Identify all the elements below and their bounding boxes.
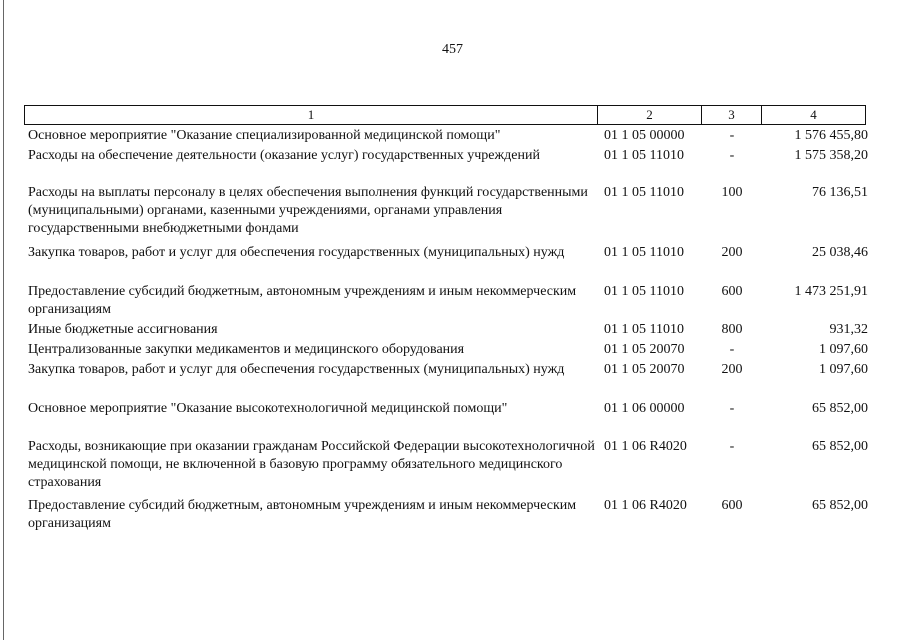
row-amount: 1 575 358,20	[794, 148, 868, 163]
row-amount: 931,32	[829, 322, 868, 337]
header-col-2: 2	[646, 107, 653, 122]
row-name: Централизованные закупки медикаментов и медицинского оборудования	[28, 342, 465, 357]
row-name: Предоставление субсидий бюджетным, автономным учреждениям и иным некоммерческим организациям	[28, 284, 577, 317]
row-type: 800	[721, 322, 743, 337]
header-col-3: 3	[728, 107, 735, 122]
row-code: 01 1 06 R4020	[604, 439, 687, 454]
row-code: 01 1 05 11010	[604, 185, 684, 200]
row-type: -	[729, 342, 735, 357]
row-code: 01 1 05 11010	[604, 245, 684, 260]
row-name: Основное мероприятие "Оказание специализированной медицинской помощи"	[28, 128, 501, 143]
row-name: Иные бюджетные ассигнования	[28, 322, 218, 337]
row-type: -	[729, 128, 735, 143]
row-name: Основное мероприятие "Оказание высокотехнологичной медицинской помощи"	[28, 401, 508, 416]
row-name: Закупка товаров, работ и услуг для обеспечения государственных (муниципальных) нужд	[28, 362, 565, 377]
row-name: Предоставление субсидий бюджетным, автономным учреждениям и иным некоммерческим организациям	[28, 498, 577, 531]
row-code: 01 1 05 11010	[604, 284, 684, 299]
row-amount: 1 097,60	[819, 362, 868, 377]
row-type: 200	[721, 362, 743, 377]
row-code: 01 1 06 R4020	[604, 498, 687, 513]
row-name: Закупка товаров, работ и услуг для обеспечения государственных (муниципальных) нужд	[28, 245, 565, 260]
row-type: 200	[721, 245, 743, 260]
row-amount: 25 038,46	[812, 245, 868, 260]
row-code: 01 1 05 11010	[604, 148, 684, 163]
row-amount: 65 852,00	[812, 498, 868, 513]
page-number: 457	[442, 42, 463, 57]
row-name: Расходы на выплаты персоналу в целях обеспечения выполнения функций государственными (муниципальными) органами, казенными учреждениями, органами управления государственными внебюджетными фондами	[28, 185, 588, 236]
row-code: 01 1 06 00000	[604, 401, 685, 416]
row-amount: 1 473 251,91	[794, 284, 868, 299]
page-edge-line	[3, 0, 4, 640]
row-amount: 76 136,51	[812, 185, 868, 200]
row-type: 600	[721, 498, 743, 513]
row-code: 01 1 05 11010	[604, 322, 684, 337]
header-col-1: 1	[307, 107, 315, 122]
row-name: Расходы на обеспечение деятельности (оказание услуг) государственных учреждений	[28, 148, 540, 163]
row-amount: 65 852,00	[812, 439, 868, 454]
row-type: -	[729, 148, 735, 163]
row-name: Расходы, возникающие при оказании гражданам Российской Федерации высокотехнологичной медицинской помощи, не включенной в базовую программу обязательного медицинского страхования	[28, 439, 595, 490]
row-type: 600	[721, 284, 743, 299]
row-code: 01 1 05 20070	[604, 342, 685, 357]
row-code: 01 1 05 00000	[604, 128, 685, 143]
row-type: -	[729, 401, 735, 416]
row-amount: 65 852,00	[812, 401, 868, 416]
row-amount: 1 097,60	[819, 342, 868, 357]
row-amount: 1 576 455,80	[794, 128, 868, 143]
table-header	[24, 105, 866, 125]
row-type: -	[729, 439, 735, 454]
row-type: 100	[721, 185, 743, 200]
row-code: 01 1 05 20070	[604, 362, 685, 377]
header-col-4: 4	[810, 107, 817, 122]
